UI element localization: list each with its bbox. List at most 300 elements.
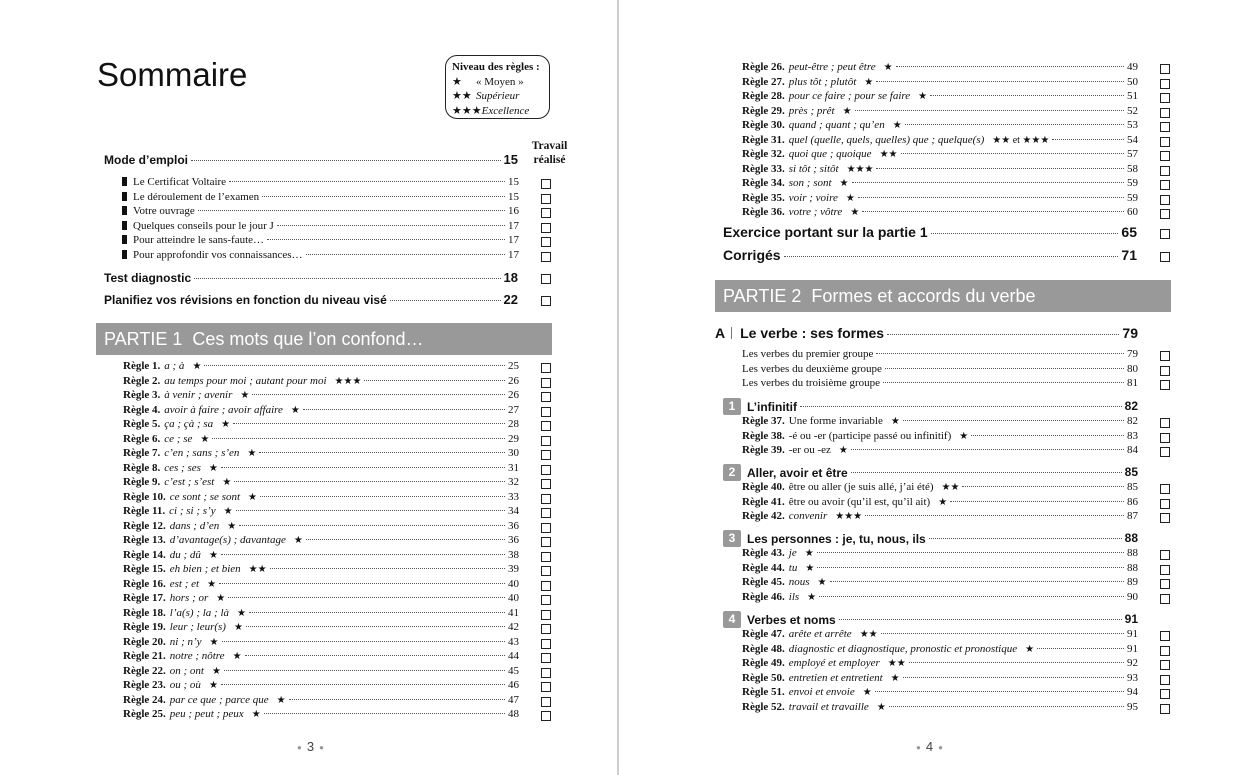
toc-row-rule[interactable] bbox=[742, 134, 1138, 149]
rule-number: Règle 4. bbox=[123, 403, 161, 416]
work-done-checkbox[interactable] bbox=[541, 639, 551, 649]
toc-row-rule[interactable] bbox=[123, 679, 519, 694]
work-done-checkbox[interactable] bbox=[541, 682, 551, 692]
toc-row-rule[interactable] bbox=[742, 562, 1138, 577]
part-number: PARTIE 2 bbox=[723, 286, 802, 306]
page-ref: 58 bbox=[1127, 162, 1138, 175]
rule-number: Règle 38. bbox=[742, 429, 785, 442]
difficulty-stars: ★ bbox=[804, 548, 814, 559]
toc-entry-label: Mode d’emploi bbox=[104, 153, 188, 167]
dot-leader bbox=[931, 233, 1119, 234]
page-ref: 18 bbox=[503, 270, 518, 285]
dot-leader bbox=[364, 380, 505, 381]
page-ref: 51 bbox=[1127, 90, 1138, 102]
rule-entry bbox=[123, 694, 286, 706]
difficulty-stars: ★ bbox=[892, 120, 902, 131]
rule-entry bbox=[123, 447, 256, 459]
subsection-number: 3 bbox=[723, 530, 741, 547]
dot-leader bbox=[971, 435, 1124, 436]
rule-entry bbox=[123, 563, 267, 575]
toc-row-planifiez[interactable] bbox=[104, 292, 518, 310]
rule-number: Règle 45. bbox=[742, 576, 785, 588]
work-done-checkbox[interactable] bbox=[541, 668, 551, 678]
dot-leader bbox=[234, 481, 505, 482]
dot-leader bbox=[885, 368, 1124, 369]
toc-row-rule[interactable] bbox=[123, 447, 519, 462]
work-done-checkbox[interactable] bbox=[541, 465, 551, 475]
work-done-checkbox[interactable] bbox=[1160, 646, 1170, 656]
part1-banner bbox=[96, 323, 552, 355]
work-done-checkbox[interactable] bbox=[1160, 594, 1170, 604]
toc-row-sub2[interactable] bbox=[723, 464, 1138, 482]
work-done-checkbox[interactable] bbox=[541, 697, 551, 707]
rule-number: Règle 27. bbox=[742, 75, 785, 88]
toc-row-rule[interactable] bbox=[123, 578, 519, 593]
rule-number: Règle 2. bbox=[123, 374, 161, 387]
rule-title: ça ; çà ; sa bbox=[164, 418, 214, 430]
difficulty-stars: ★ bbox=[232, 651, 242, 662]
rule-title: leur ; leur(s) bbox=[169, 621, 226, 633]
rule-entry bbox=[123, 520, 236, 532]
rule-entry bbox=[123, 360, 201, 372]
work-done-checkbox[interactable] bbox=[1160, 704, 1170, 714]
work-done-checkbox[interactable] bbox=[1160, 447, 1170, 457]
page-ref: 17 bbox=[508, 248, 519, 261]
rule-number: Règle 30. bbox=[742, 119, 785, 131]
rule-title: -é ou -er (participe passé ou infinitif) bbox=[788, 429, 952, 442]
dot-leader bbox=[390, 300, 501, 301]
rule-entry bbox=[123, 621, 243, 633]
work-done-checkbox[interactable] bbox=[541, 450, 551, 460]
dot-leader bbox=[862, 211, 1124, 212]
work-done-checkbox[interactable] bbox=[541, 296, 551, 306]
rule-number: Règle 32. bbox=[742, 148, 785, 160]
rule-title: quel (quelle, quels, quelles) que ; quelque(s) bbox=[788, 133, 985, 146]
difficulty-stars: ★ bbox=[208, 680, 218, 691]
toc-row-intro[interactable] bbox=[122, 176, 519, 191]
rule-number: Règle 43. bbox=[742, 547, 785, 559]
toc-row-groupe[interactable] bbox=[742, 363, 1138, 378]
rule-title: c’est ; s’est bbox=[164, 476, 215, 488]
work-done-checkbox[interactable] bbox=[1160, 499, 1170, 509]
toc-row-rule[interactable] bbox=[742, 672, 1138, 687]
work-done-checkbox[interactable] bbox=[1160, 108, 1170, 118]
toc-row-rule[interactable] bbox=[742, 481, 1138, 496]
work-done-header bbox=[527, 139, 572, 167]
toc-row-exercice[interactable] bbox=[723, 224, 1137, 244]
work-done-checkbox[interactable] bbox=[1160, 93, 1170, 103]
toc-row-rule[interactable] bbox=[742, 430, 1138, 445]
dot-leader bbox=[246, 626, 505, 627]
toc-row-rule[interactable] bbox=[742, 628, 1138, 643]
page-ref: 28 bbox=[508, 418, 519, 430]
difficulty-stars: ★ bbox=[233, 622, 243, 633]
dot-leader bbox=[233, 423, 505, 424]
dot-leader bbox=[887, 334, 1119, 335]
work-done-checkbox[interactable] bbox=[541, 508, 551, 518]
work-done-checkbox[interactable] bbox=[541, 552, 551, 562]
toc-row-rule[interactable] bbox=[742, 591, 1138, 606]
work-done-checkbox[interactable] bbox=[541, 208, 551, 218]
page-ref: 86 bbox=[1127, 495, 1138, 508]
work-done-checkbox[interactable] bbox=[541, 421, 551, 431]
work-done-checkbox[interactable] bbox=[541, 223, 551, 233]
rule-entry bbox=[742, 701, 886, 713]
work-done-checkbox[interactable] bbox=[1160, 366, 1170, 376]
level-label: « Moyen » bbox=[476, 75, 524, 88]
level-label: Excellence bbox=[481, 104, 530, 117]
work-done-checkbox[interactable] bbox=[541, 537, 551, 547]
difficulty-stars: ★ bbox=[251, 709, 261, 720]
rule-entry bbox=[742, 119, 902, 131]
work-done-checkbox[interactable] bbox=[541, 610, 551, 620]
toc-row-rule[interactable] bbox=[123, 389, 519, 404]
work-done-checkbox[interactable] bbox=[1160, 513, 1170, 523]
work-done-checkbox[interactable] bbox=[541, 479, 551, 489]
work-done-checkbox[interactable] bbox=[541, 179, 551, 189]
page-ref: 79 bbox=[1122, 325, 1138, 341]
work-done-checkbox[interactable] bbox=[1160, 79, 1170, 89]
dot-leader bbox=[852, 182, 1124, 183]
page-ref: 85 bbox=[1127, 481, 1138, 493]
difficulty-stars: ★ bbox=[807, 591, 817, 603]
work-done-checkbox[interactable] bbox=[1160, 660, 1170, 670]
toc-row-rule[interactable] bbox=[123, 650, 519, 665]
toc-row-rule[interactable] bbox=[742, 576, 1138, 591]
rule-title: près ; prêt bbox=[788, 104, 835, 117]
toc-row-rule[interactable] bbox=[742, 510, 1138, 525]
dot-leader bbox=[876, 168, 1124, 169]
toc-entry-label: Corrigés bbox=[723, 247, 781, 263]
toc-row-rule[interactable] bbox=[742, 76, 1138, 91]
page-ref: 32 bbox=[508, 476, 519, 488]
dot-leader bbox=[851, 449, 1124, 450]
rule-number: Règle 7. bbox=[123, 447, 161, 459]
difficulty-stars: ★ bbox=[208, 462, 218, 474]
toc-row-rule[interactable] bbox=[123, 534, 519, 549]
toc-entry bbox=[122, 191, 259, 203]
dot-leader bbox=[204, 365, 505, 366]
toc-row-rule[interactable] bbox=[123, 592, 519, 607]
toc-row-sub4[interactable] bbox=[723, 611, 1138, 629]
toc-row-rule[interactable] bbox=[123, 520, 519, 535]
toc-row-rule[interactable] bbox=[742, 105, 1138, 120]
toc-row-rule[interactable] bbox=[742, 119, 1138, 134]
work-done-checkbox[interactable] bbox=[1160, 64, 1170, 74]
rule-number: Règle 22. bbox=[123, 664, 166, 677]
dot-leader bbox=[289, 699, 505, 700]
toc-row-sub3[interactable] bbox=[723, 530, 1138, 548]
rule-number: Règle 23. bbox=[123, 679, 166, 691]
rule-number: Règle 25. bbox=[123, 708, 166, 720]
toc-row-rule[interactable] bbox=[742, 177, 1138, 192]
work-done-checkbox[interactable] bbox=[541, 581, 551, 591]
toc-row-intro[interactable] bbox=[122, 191, 519, 206]
rule-title: avoir à faire ; avoir affaire bbox=[164, 403, 283, 416]
toc-row-rule[interactable] bbox=[742, 206, 1138, 221]
work-done-checkbox[interactable] bbox=[541, 194, 551, 204]
toc-row-rule[interactable] bbox=[742, 657, 1138, 672]
dot-leader bbox=[264, 713, 505, 714]
work-done-checkbox[interactable] bbox=[541, 407, 551, 417]
toc-row-rule[interactable] bbox=[742, 192, 1138, 207]
subsection-number: 2 bbox=[723, 464, 741, 481]
page-ref: 91 bbox=[1127, 642, 1138, 655]
difficulty-stars: ★★ et ★★★ bbox=[992, 134, 1050, 146]
toc-row-rule[interactable] bbox=[742, 148, 1138, 163]
rule-number: Règle 50. bbox=[742, 671, 785, 684]
toc-row-rule[interactable] bbox=[123, 462, 519, 477]
rule-number: Règle 10. bbox=[123, 490, 166, 503]
difficulty-stars: ★ bbox=[845, 192, 855, 204]
dot-leader bbox=[855, 110, 1124, 111]
work-done-checkbox[interactable] bbox=[1160, 550, 1170, 560]
work-done-checkbox[interactable] bbox=[541, 252, 551, 262]
difficulty-stars: ★ bbox=[223, 506, 233, 517]
toc-row-rule[interactable] bbox=[123, 563, 519, 578]
rule-title: au temps pour moi ; autant pour moi bbox=[164, 374, 327, 387]
toc-row-intro[interactable] bbox=[122, 249, 519, 264]
toc-row-test-diagnostic[interactable] bbox=[104, 270, 518, 288]
toc-row-rule[interactable] bbox=[742, 61, 1138, 76]
dot-leader bbox=[817, 567, 1124, 568]
toc-row-rule[interactable] bbox=[123, 418, 519, 433]
rule-number: Règle 47. bbox=[742, 628, 785, 640]
toc-row-intro[interactable] bbox=[122, 234, 519, 249]
dot-leader bbox=[950, 501, 1124, 502]
rule-entry bbox=[742, 430, 968, 442]
rule-entry bbox=[123, 433, 209, 445]
work-done-checkbox[interactable] bbox=[541, 523, 551, 533]
toc-row-mode-emploi[interactable] bbox=[104, 152, 518, 170]
toc-entry-label: Le Certificat Voltaire bbox=[133, 176, 227, 188]
toc-row-rule[interactable] bbox=[742, 643, 1138, 658]
work-done-checkbox[interactable] bbox=[1160, 631, 1170, 641]
toc-entry-label: Les verbes du premier groupe bbox=[742, 348, 874, 360]
work-done-checkbox[interactable] bbox=[1160, 433, 1170, 443]
page-ref: 92 bbox=[1127, 657, 1138, 669]
rule-title: je bbox=[788, 547, 797, 559]
rule-entry bbox=[123, 607, 246, 619]
toc-row-rule[interactable] bbox=[123, 404, 519, 419]
work-done-checkbox[interactable] bbox=[541, 624, 551, 634]
difficulty-stars: ★★★ bbox=[334, 375, 362, 387]
toc-row-rule[interactable] bbox=[123, 476, 519, 491]
work-done-checkbox[interactable] bbox=[1160, 565, 1170, 575]
section-heading bbox=[715, 325, 884, 341]
rule-title: ces ; ses bbox=[164, 461, 201, 474]
toc-row-rule[interactable] bbox=[742, 90, 1138, 105]
difficulty-stars: ★ bbox=[240, 390, 250, 401]
toc-row-rule[interactable] bbox=[123, 636, 519, 651]
rule-entry bbox=[123, 534, 303, 546]
rule-number: Règle 9. bbox=[123, 476, 161, 488]
toc-row-rule[interactable] bbox=[742, 686, 1138, 701]
rule-title: employé et employer bbox=[788, 657, 880, 669]
toc-row-rule[interactable] bbox=[123, 433, 519, 448]
toc-row-rule[interactable] bbox=[123, 549, 519, 564]
toc-row-rule[interactable] bbox=[123, 665, 519, 680]
page-ref: 17 bbox=[508, 219, 519, 232]
page-ref: 40 bbox=[508, 577, 519, 590]
toc-row-rule[interactable] bbox=[742, 163, 1138, 178]
rule-title: c’en ; sans ; s’en bbox=[164, 447, 240, 459]
work-done-checkbox[interactable] bbox=[1160, 166, 1170, 176]
rule-title: dans ; d’en bbox=[169, 519, 220, 532]
page-ref: 54 bbox=[1127, 133, 1138, 146]
rule-number: Règle 24. bbox=[123, 693, 166, 706]
levels-legend-title: Niveau des règles : bbox=[452, 61, 540, 73]
rule-number: Règle 26. bbox=[742, 61, 785, 73]
rule-title: tu bbox=[788, 561, 798, 574]
toc-row-groupe[interactable] bbox=[742, 348, 1138, 363]
toc-row-rule[interactable] bbox=[742, 415, 1138, 430]
dot-leader bbox=[929, 538, 1122, 539]
toc-row-groupe[interactable] bbox=[742, 377, 1138, 392]
work-done-checkbox[interactable] bbox=[541, 436, 551, 446]
difficulty-stars: ★ bbox=[876, 701, 886, 713]
difficulty-stars: ★ bbox=[200, 433, 210, 445]
work-done-checkbox[interactable] bbox=[1160, 380, 1170, 390]
dot-leader bbox=[191, 160, 501, 161]
bullet-marker bbox=[122, 192, 127, 201]
subsection-title: Les personnes : je, tu, nous, ils bbox=[747, 531, 926, 546]
rule-entry bbox=[123, 404, 300, 416]
rule-entry bbox=[742, 657, 906, 669]
work-done-checkbox[interactable] bbox=[1160, 418, 1170, 428]
dot-leader bbox=[221, 684, 505, 685]
rule-title: peu ; peut ; peux bbox=[169, 708, 244, 720]
rule-entry bbox=[123, 708, 261, 720]
toc-row-rule[interactable] bbox=[742, 547, 1138, 562]
work-done-checkbox[interactable] bbox=[1160, 122, 1170, 132]
toc-row-rule[interactable] bbox=[123, 607, 519, 622]
toc-row-corriges[interactable] bbox=[723, 247, 1137, 267]
work-header-line: réalisé bbox=[533, 154, 566, 166]
toc-row-rule[interactable] bbox=[742, 444, 1138, 459]
rule-title: -er ou -ez bbox=[788, 444, 831, 456]
toc-row-intro[interactable] bbox=[122, 205, 519, 220]
rule-title: du ; dû bbox=[169, 548, 201, 561]
work-done-checkbox[interactable] bbox=[541, 274, 551, 284]
rule-entry bbox=[742, 496, 947, 508]
work-done-checkbox[interactable] bbox=[541, 711, 551, 721]
work-done-checkbox[interactable] bbox=[1160, 209, 1170, 219]
work-done-checkbox[interactable] bbox=[541, 392, 551, 402]
toc-entry bbox=[122, 220, 274, 232]
page-ref: 40 bbox=[508, 592, 519, 604]
work-done-checkbox[interactable] bbox=[1160, 229, 1170, 239]
page-ref: 31 bbox=[508, 461, 519, 474]
work-done-checkbox[interactable] bbox=[1160, 689, 1170, 699]
page-ref: 22 bbox=[503, 292, 518, 307]
toc-row-rule[interactable] bbox=[123, 491, 519, 506]
work-done-checkbox[interactable] bbox=[541, 595, 551, 605]
work-done-checkbox[interactable] bbox=[1160, 675, 1170, 685]
toc-row-rule[interactable] bbox=[123, 694, 519, 709]
work-done-checkbox[interactable] bbox=[541, 237, 551, 247]
work-done-checkbox[interactable] bbox=[1160, 180, 1170, 190]
work-done-checkbox[interactable] bbox=[541, 566, 551, 576]
page-ref: 26 bbox=[508, 389, 519, 401]
page-ref: 80 bbox=[1127, 362, 1138, 375]
page-number-footer: ● 3 ● bbox=[297, 739, 324, 754]
work-done-checkbox[interactable] bbox=[1160, 137, 1170, 147]
toc-row-rule[interactable] bbox=[123, 621, 519, 636]
rule-entry bbox=[123, 636, 219, 648]
difficulty-stars: ★★ bbox=[859, 629, 878, 640]
right-page bbox=[619, 0, 1234, 775]
page-number-footer: ● 4 ● bbox=[916, 739, 943, 754]
toc-entry bbox=[122, 205, 195, 217]
toc-row-sub1[interactable] bbox=[723, 398, 1138, 416]
work-done-checkbox[interactable] bbox=[1160, 579, 1170, 589]
toc-row-intro[interactable] bbox=[122, 220, 519, 235]
difficulty-stars: ★ bbox=[216, 593, 226, 604]
page-ref: 83 bbox=[1127, 429, 1138, 442]
rule-entry bbox=[123, 462, 218, 474]
dot-leader bbox=[883, 382, 1124, 383]
rule-number: Règle 41. bbox=[742, 495, 785, 508]
work-done-checkbox[interactable] bbox=[541, 494, 551, 504]
level-row-moyen bbox=[452, 75, 549, 90]
page-ref: 41 bbox=[508, 606, 519, 619]
rule-title: Une forme invariable bbox=[788, 415, 883, 427]
work-done-checkbox[interactable] bbox=[1160, 484, 1170, 494]
part2-banner bbox=[715, 280, 1171, 312]
subsection-heading bbox=[723, 611, 836, 628]
page-ref: 82 bbox=[1127, 415, 1138, 427]
toc-row-rule[interactable] bbox=[123, 505, 519, 520]
rule-title: ils bbox=[788, 590, 800, 603]
rule-title: être ou aller (je suis allé, j’ai été) bbox=[788, 481, 934, 493]
difficulty-stars: ★ bbox=[850, 207, 860, 218]
work-done-checkbox[interactable] bbox=[1160, 195, 1170, 205]
toc-row-rule[interactable] bbox=[742, 496, 1138, 511]
toc-entry-label: Les verbes du troisième groupe bbox=[742, 377, 881, 389]
work-done-checkbox[interactable] bbox=[541, 378, 551, 388]
dot-leader bbox=[903, 677, 1124, 678]
difficulty-stars: ★★ bbox=[887, 658, 906, 669]
level-label: Supérieur bbox=[476, 90, 520, 102]
toc-row-rule[interactable] bbox=[742, 701, 1138, 716]
rule-entry bbox=[742, 481, 959, 493]
work-done-checkbox[interactable] bbox=[541, 363, 551, 373]
toc-entry-label: Exercice portant sur la partie 1 bbox=[723, 224, 928, 240]
dot-leader bbox=[905, 124, 1124, 125]
rule-title: a ; à bbox=[164, 360, 185, 372]
toc-row-section-a[interactable] bbox=[715, 325, 1138, 345]
page-ref: 36 bbox=[508, 519, 519, 532]
bullet-marker bbox=[122, 235, 127, 244]
subsection-title: Aller, avoir et être bbox=[747, 465, 848, 480]
dot-leader bbox=[303, 409, 505, 410]
level-row-superieur bbox=[452, 89, 549, 104]
work-done-checkbox[interactable] bbox=[1160, 151, 1170, 161]
work-done-checkbox[interactable] bbox=[1160, 351, 1170, 361]
difficulty-stars: ★ bbox=[209, 636, 219, 648]
rule-entry bbox=[742, 562, 814, 574]
rule-number: Règle 21. bbox=[123, 650, 166, 662]
toc-row-rule[interactable] bbox=[123, 708, 519, 723]
work-done-checkbox[interactable] bbox=[1160, 252, 1170, 262]
page-title: Sommaire bbox=[97, 56, 248, 93]
work-done-checkbox[interactable] bbox=[541, 653, 551, 663]
rule-number: Règle 31. bbox=[742, 133, 785, 146]
toc-row-rule[interactable] bbox=[123, 360, 519, 375]
page-ref: 87 bbox=[1127, 510, 1138, 522]
toc-row-rule[interactable] bbox=[123, 375, 519, 390]
